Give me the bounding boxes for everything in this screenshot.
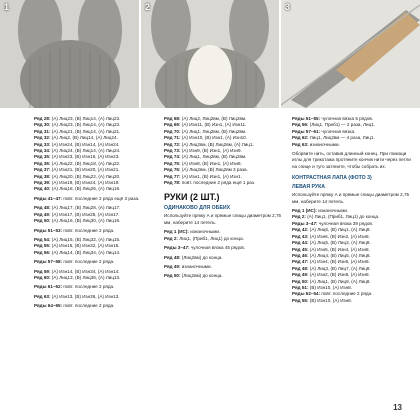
pattern-row: Ряд 38: (А) Лиц20, (В) Лиц22, (А) Лиц20.: [34, 173, 121, 179]
pattern-row: Ряд 70: (А) Лиц1, Лиц2вм, (В) Лиц2вм.: [164, 128, 247, 134]
pattern-row: Ряд 51: (В) Изн10, (А) Изн8.: [292, 284, 352, 290]
pattern-row: Ряд 62: Лиц1, Лиц2вм — 4 раза, Лиц1.: [292, 135, 375, 141]
pattern-row: Ряд 50: (А) Лиц16, (В) Лиц30, (А) Лиц16.: [34, 218, 121, 224]
bunny-back-knit-image: [0, 0, 139, 108]
pattern-row: Ряд 50: (А) Лиц1, (В) Лиц9, (А) Лиц8.: [292, 278, 371, 284]
paragraph: Оборвите нить, оставив длинный конец. При помощи иглы для трикотажа протяните кончик нити через петли на спице и туго затяните, чтобы собрать их.: [292, 151, 411, 169]
pattern-row: Ряд 32: (А) Лиц2, (В) Лиц14, (А) Лиц24.: [34, 135, 118, 141]
photo-strip: [0, 0, 420, 108]
subsection-title: ЛЕВАЯ РУКА: [292, 184, 326, 191]
pattern-row: Ряд 49: (А) Изн2, (В) Изн8, (А) Изн8.: [292, 272, 370, 278]
pattern-row: Ряд 46: (А) Лиц4, (В) Лиц5, (А) Лиц8.: [292, 252, 371, 258]
pattern-row: Ряд 69: (А) Изн11, (В) Изн1, (А) Изн11.: [164, 122, 247, 128]
column-2: [164, 116, 284, 280]
pattern-row: Ряд 28: (А) Лиц23, (В) Лиц14, (А) Лиц23.: [34, 116, 121, 121]
pattern-row: Ряд 37: (А) Изн21, (В) Изн20, (А) Изн21.: [34, 167, 120, 173]
pattern-row: Ряд 39: (А) Изн19, (В) Изн24, (А) Изн19.: [34, 180, 120, 186]
pattern-row: Ряд 74: (А) Лиц1, Лиц2вм, (В) Лиц2вм.: [164, 154, 247, 160]
pattern-row: Ряд 48: (А) Лиц17, (В) Лиц28, (А) Лиц17.: [34, 205, 121, 211]
pattern-row: Ряд 60: (А) Лиц13, (В) Лиц36, (А) Лиц13.: [34, 274, 121, 280]
pattern-row: Ряд 76: (А) Лиц2вм, (В) Лиц2вм 3 раза.: [164, 167, 248, 173]
pattern-row: Ряд 68: (А) Лиц2, Лиц2вм, (В) Лиц2вм.: [164, 116, 247, 121]
photo-3: [281, 0, 420, 108]
pattern-row: Ряд 36: (А) Лиц22, (В) Лиц18, (А) Лиц22.: [34, 160, 121, 166]
pattern-row: Ряд 63: (А) Изн13, (В) Изн36, (А) Изн13.: [34, 293, 120, 299]
pattern-row: Ряд 72: (А) Лиц2вм, (В) Лиц2вм, (А) Лиц1.: [164, 141, 254, 147]
pattern-row: Ряд 49: (А) Изн17, (В) Изн28, (А) Изн17.: [34, 211, 120, 217]
pattern-row: Ряд 44: (А) Лиц5, (В) Лиц3, (А) Лиц8.: [292, 240, 371, 246]
pattern-row: Ряд 54: (А) Лиц15, (В) Лиц32, (А) Лиц15.: [34, 236, 121, 242]
pattern-row: Ряд 1 (ИС): изнаночными.: [292, 208, 349, 214]
pattern-row: Ряд 56: (Лиц1, Приб1) — 2 раза, Лиц1.: [292, 122, 376, 128]
pattern-row: Ряды 51–53: повт. последние 2 ряда.: [34, 227, 115, 233]
photo-1: [0, 0, 139, 108]
pattern-row: Ряд 47: (А) Изн4, (В) Изн6, (А) Изн8.: [292, 259, 370, 265]
pattern-row: Ряд 56: (А) Лиц14, (В) Лиц34, (А) Лиц14.: [34, 249, 121, 255]
bunny-front-knit-image: [141, 0, 279, 108]
pattern-row: Ряд 2: Лиц1, (Приб1, Лиц1) до конца.: [164, 235, 244, 241]
pattern-row: Ряд 35: (А) Изн23, (В) Изн16, (А) Изн23.: [34, 154, 120, 160]
paragraph: Используйте пряжу А и прямые спицы диаметром 2,75 мм, наберите 14 петель.: [292, 192, 410, 204]
pattern-row: Ряд 45: (А) Изн5, (В) Изн4, (А) Изн8.: [292, 246, 370, 252]
pattern-row: Ряды 57–58: повт. последние 2 ряда.: [34, 259, 115, 265]
subsection-title: ОДИНАКОВО ДЛЯ ОБЕИХ: [164, 205, 231, 212]
pattern-row: Ряд 43: (А) Изн6, (В) Изн2, (А) Изн8.: [292, 233, 370, 239]
pattern-row: Ряд 42: (А) Лиц6, (В) Лиц1, (А) Лиц8.: [292, 227, 371, 233]
pattern-row: Ряды 3–47: чулочная вязка 39 рядов.: [292, 220, 374, 226]
photo-number: 3: [285, 2, 291, 12]
column-1: [34, 116, 154, 310]
pattern-row: Ряд 34: (А) Лиц24, (В) Лиц14, (А) Лиц24.: [34, 148, 121, 154]
pattern-row: Ряды 52–54: повт. последние 2 ряда.: [292, 291, 373, 297]
pattern-row: Ряды 3–47: чулочная вязка 45 рядов.: [164, 245, 246, 251]
pattern-row: Ряд 30: (А) Лиц23, (В) Лиц14, (А) Лиц23.: [34, 122, 121, 128]
knitting-needle-arm-image: [281, 0, 420, 108]
pattern-row: Ряды 41–47: повт. последние 2 ряда ещё 3 раза.: [34, 195, 140, 201]
pattern-row: Ряд 31: (А) Лиц21, (В) Лиц14, (А) Лиц21.: [34, 128, 121, 134]
pattern-row: Ряды 51–55: чулочная вязка 5 рядов.: [292, 116, 374, 121]
pattern-row: Ряд 55: (В) Изн10, (А) Изн8.: [292, 297, 352, 303]
pattern-row: Ряд 63: изнаночными.: [292, 141, 340, 147]
photo-number: 1: [4, 2, 10, 12]
pattern-row: Ряд 48: (А) Лиц3, (В) Лиц7, (А) Лиц8.: [292, 265, 371, 271]
pattern-row: Ряды 61–62: повт. последние 2 ряда.: [34, 284, 115, 290]
pattern-row: Ряд 40: (А) Лиц18, (В) Лиц26, (А) Лиц18.: [34, 186, 121, 192]
pattern-row: Ряды 64–65: повт. последние 2 ряда.: [34, 303, 115, 309]
pattern-row: Ряд 77: (А) Изн1, (В) Изн1, (А) Изн1.: [164, 173, 242, 179]
photo-number: 2: [145, 2, 151, 12]
pattern-row: Ряд 49: изнаночными.: [164, 263, 212, 269]
pattern-row: Ряд 78: повт. последние 2 ряда ещё 1 раз.: [164, 180, 256, 186]
pattern-row: Ряд 55: (А) Изн15, (В) Изн32, (А) Изн15.: [34, 243, 120, 249]
pattern-row: Ряд 59: (А) Изн14, (В) Изн34, (А) Изн14.: [34, 268, 120, 274]
section-title: КОНТРАСТНАЯ ЛАПА (ФОТО 3): [292, 175, 372, 182]
pattern-row: Ряд 75: (А) Изн8, (В) Изн1, (А) Изн8.: [164, 160, 242, 166]
pattern-row: Ряды 57–61: чулочная вязка.: [292, 128, 356, 134]
pattern-row: Ряд 71: (А) Изн10, (В) Изн1, (А) Изн10.: [164, 135, 247, 141]
pattern-row: Ряд 48: (Лиц2вм) до конца.: [164, 254, 223, 260]
section-title: РУКИ (2 ШТ.): [164, 192, 220, 203]
column-3: [292, 116, 412, 304]
photo-2: [141, 0, 279, 108]
page-number: 13: [393, 403, 402, 412]
pattern-row: Ряд 50: (Лиц2вм) до конца.: [164, 273, 223, 279]
pattern-row: Ряд 2: (А) Лиц1, (Приб1, Лиц1) до конца.: [292, 214, 380, 220]
paragraph: Используйте пряжу А и прямые спицы диаметром 2,75 мм, наберите 14 петель.: [164, 213, 282, 225]
pattern-row: Ряд 1 (ИС): изнаночными.: [164, 229, 221, 235]
pattern-row: Ряд 73: (А) Изн9, (В) Изн1, (А) Изн9.: [164, 148, 242, 154]
pattern-row: Ряд 33: (А) Изн24, (В) Изн14, (А) Изн24.: [34, 141, 120, 147]
